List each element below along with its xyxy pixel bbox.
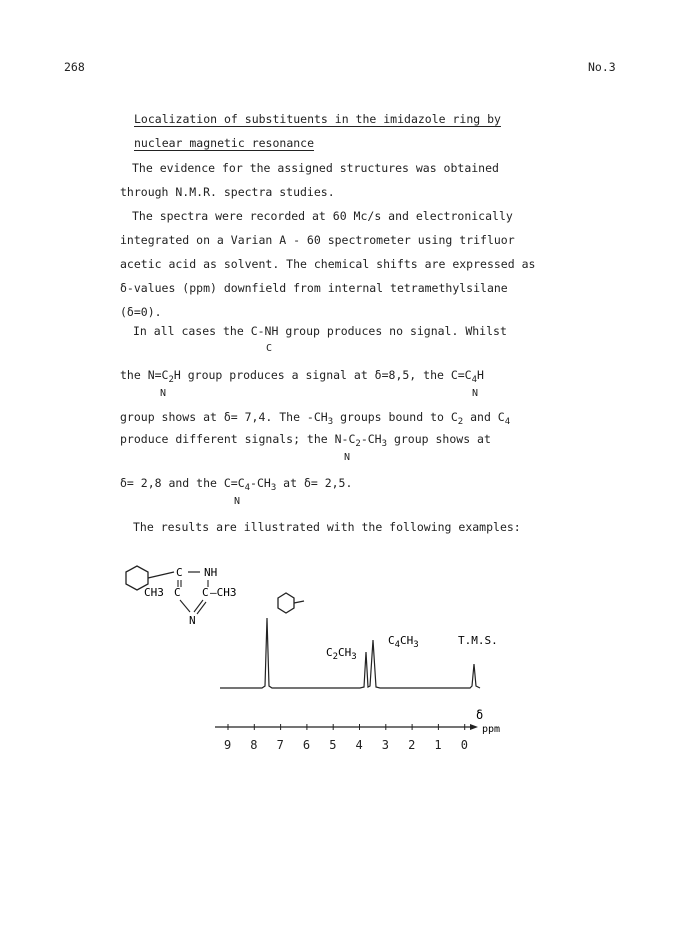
n-under-c2: N [160, 388, 167, 399]
paragraph-2-text: The spectra were recorded at 60 Mc/s and electronically integrated on a Varian A - 60 spectrometer using trifluor acetic acid as solvent. The chemical shifts are expressed as δ-values (ppm) downfield from internal tetramethylsilane (δ=0). [120, 209, 536, 319]
signal-part: H group produces a signal at δ=8,5, the C=C [173, 368, 472, 382]
nh-label: NH [204, 566, 218, 579]
sub-2: 2 [168, 375, 174, 385]
paragraph-3-line2 [120, 368, 484, 385]
axis-tick-label: 8 [250, 738, 258, 752]
axis-arrow-icon [470, 724, 478, 730]
sub-4c: 4 [244, 483, 251, 493]
signals-part: produce different signals; the N-C [120, 432, 356, 446]
c-under-nh: C [266, 343, 273, 354]
sub-2b: 2 [457, 417, 464, 427]
phenyl-bond [148, 572, 174, 578]
c2ch3-label: $C_2CH_3$ [326, 646, 357, 662]
section-heading-line1: Localization of substituents in the imidazole ring by [134, 112, 501, 126]
ch-part-2: -CH [250, 476, 271, 490]
paragraph-3-line5 [120, 476, 352, 493]
c-n-bond-left [180, 600, 190, 612]
delta-28-part: δ= 2,8 and the C=C [120, 476, 245, 490]
n-under-c2-second: N [344, 452, 351, 463]
sub-3b: 3 [381, 439, 388, 449]
c4ch3-label: $C_4CH_3$ [388, 634, 419, 650]
sub-4b: 4 [504, 417, 511, 427]
axis-tick-label: 2 [408, 738, 416, 752]
page-number: 268 [64, 60, 85, 74]
axis-tick-label: 5 [329, 738, 337, 752]
paragraph-2 [120, 204, 540, 324]
sub-3: 3 [327, 417, 334, 427]
right-carbon: C [202, 586, 209, 599]
ch-part: -CH [360, 432, 382, 446]
top-carbon: C [176, 566, 183, 579]
sub-2c: 2 [355, 439, 361, 449]
axis-tick-label: 7 [276, 738, 284, 752]
sub-3c: 3 [270, 483, 277, 493]
axis-tick-label: 6 [302, 738, 311, 752]
shows-part: group shows at [387, 432, 491, 446]
axis-tick-label: 9 [224, 738, 232, 752]
sub-4: 4 [471, 375, 478, 385]
paragraph-3-line1: In all cases the C-NH group produces no signal. Whilst [133, 324, 507, 338]
axis-tick-label: 3 [381, 738, 390, 752]
axis-tick-label: 4 [355, 738, 363, 752]
left-ch3: CH3 [144, 586, 164, 599]
paragraph-3-line3 [120, 410, 510, 427]
delta-25-part: at δ= 2,5. [276, 476, 353, 490]
right-ch3: —CH3 [210, 586, 237, 599]
ppm-unit: ppm [482, 724, 501, 735]
paragraph-3-line4 [120, 432, 491, 449]
ch3-part: group shows at δ= 7,4. The -CH [120, 410, 328, 424]
bound-part: groups bound to C [333, 410, 458, 424]
paragraph-1-text: The evidence for the assigned structures was obtained through N.M.R. spectra studies. [120, 161, 499, 199]
n-under-c4: N [472, 388, 479, 399]
left-carbon: C [174, 586, 181, 599]
tms-label: T.M.S. [458, 634, 498, 647]
section-heading-line2: nuclear magnetic resonance [134, 136, 315, 150]
paragraph-1 [120, 156, 540, 204]
n-c2h-part: the N=C [120, 368, 169, 382]
axis-tick-label: 0 [460, 738, 468, 752]
delta-symbol: δ [476, 708, 484, 722]
n-under-c4-second: N [234, 496, 241, 507]
bottom-nitrogen: N [189, 614, 196, 627]
paragraph-4: The results are illustrated with the following examples: [133, 520, 521, 534]
axis-tick-label: 1 [434, 738, 442, 752]
and-part: and C [463, 410, 505, 424]
h-part: H [477, 368, 484, 382]
issue-number: No.3 [588, 60, 616, 74]
